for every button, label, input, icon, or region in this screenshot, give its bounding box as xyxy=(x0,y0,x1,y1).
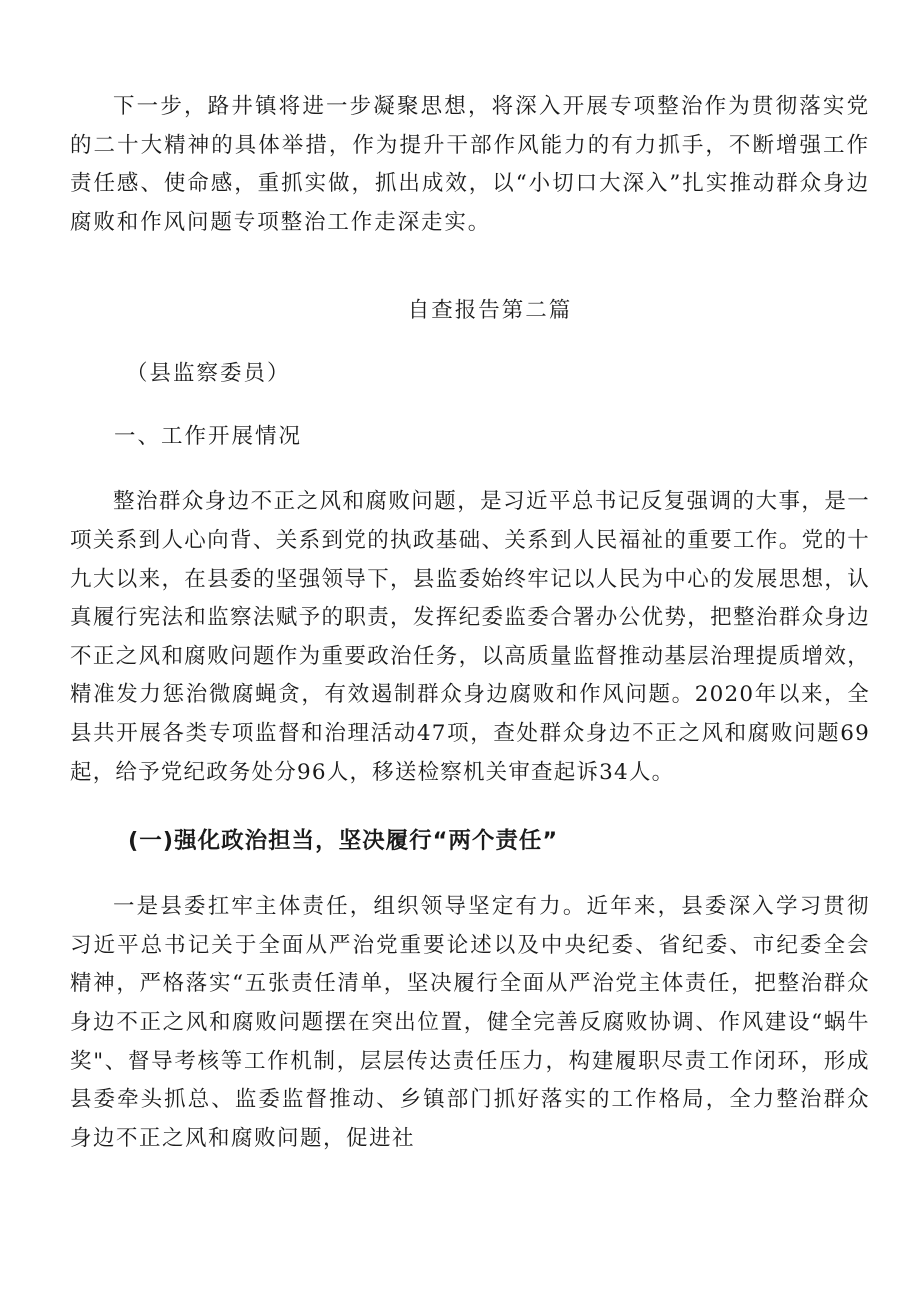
overview-paragraph: 整治群众身边不正之风和腐败问题，是习近平总书记反复强调的大事，是一项关系到人心向背、关系到党的执政基础、关系到人民福祉的重要工作。党的十九大以来，在县委的坚强领导下，县监委始终牢记以人民为中心的发展思想，认真履行宪法和监察法赋予的职责，发挥纪委监委合署办公优势，把整治群众身边不正之风和腐败问题作为重要政治任务，以高质量监督推动基层治理提质增效，精准发力惩治微腐蝇贪，有效遏制群众身边腐败和作风问题。2020年以来，全县共开展各类专项监督和治理活动47项，查处群众身边不正之风和腐败问题69起，给予党纪政务处分96人，移送检察机关审查起诉34人。 xyxy=(70,489,870,785)
report-title: 自查报告第二篇 xyxy=(407,298,573,324)
author-line: （县监察委员） xyxy=(126,361,291,387)
first-point-paragraph: 一是县委扛牢主体责任，组织领导坚定有力。近年来，县委深入学习贯彻习近平总书记关于全面从严治党重要论述以及中央纪委、省纪委、市纪委全会精神，严格落实“五张责任清单，坚决履行全面从严治党主体责任，把整治群众身边不正之风和腐败问题摆在突出位置，健全完善反腐败协调、作风建设“蜗牛奖"、督导考核等工作机制，层层传达责任压力，构建履职尽责工作闭环，形成县委牵头抓总、监委监督推动、乡镇部门抓好落实的工作格局，全力整治群众身边不正之风和腐败问题，促进社 xyxy=(70,894,870,1151)
intro-paragraph: 下一步，路井镇将进一步凝聚思想，将深入开展专项整治作为贯彻落实党的二十大精神的具体举措，作为提升干部作风能力的有力抓手，不断增强工作责任感、使命感，重抓实做，抓出成效，以“小切口大深入”扎实推动群众身边腐败和作风问题专项整治工作走深走实。 xyxy=(70,94,870,235)
document-page xyxy=(70,88,870,1158)
section-heading: 一、工作开展情况 xyxy=(114,424,303,450)
subsection-heading: (一)强化政治担当，坚决履行“两个责任” xyxy=(128,828,559,855)
